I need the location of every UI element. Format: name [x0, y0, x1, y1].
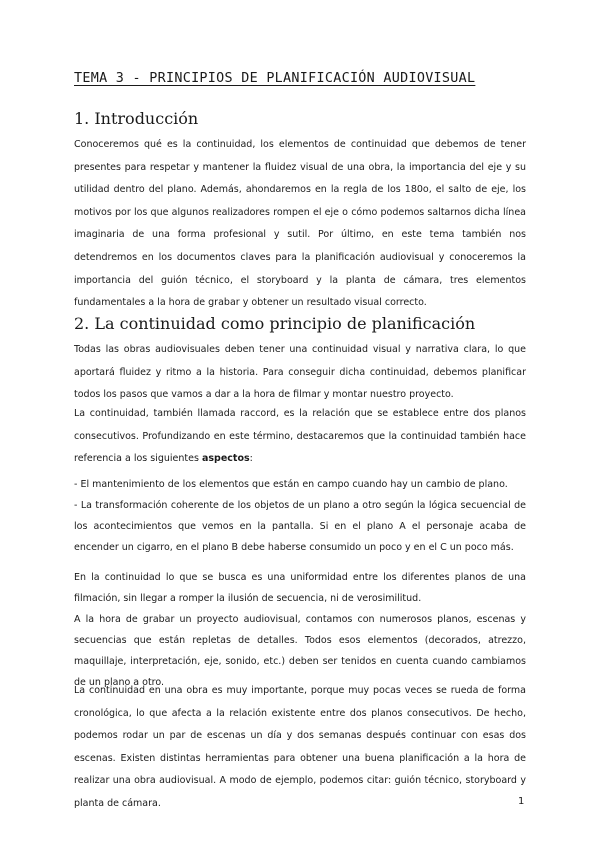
section-heading-introduccion: 1. Introducción — [74, 109, 199, 128]
paragraph-raccord — [74, 403, 526, 471]
list-item-mantenimiento: - El mantenimiento de los elementos que están en campo cuando hay un cambio de plano. — [74, 479, 508, 490]
page-number: 1 — [518, 796, 525, 807]
paragraph-cronologia: La continuidad en una obra es muy importante, porque muy pocas veces se rueda de forma cronológica, lo que afecta a la relación existente entre dos planos consecutivos. De hecho, podemos rodar un par de escenas un día y dos semanas después continuar con esas dos escenas. Existen distintas herramientas para obtener una buena planificación a la hora de realizar una obra audiovisual. A modo de ejemplo, podemos citar: guión técnico, storyboard y planta de cámara. — [74, 685, 526, 809]
paragraph-introduccion: Conoceremos qué es la continuidad, los elementos de continuidad que debemos de tener presentes para respetar y mantener la fluidez visual de una obra, la importancia del eje y su utilidad dentro del plano. Además, ahondaremos en la regla de los 180o, el salto de eje, los motivos por los que algunos realizadores rompen el eje o cómo podemos saltarnos dicha línea imaginaria de una forma profesional y sutil. Por último, en este tema también nos detendremos en los documentos claves para la planificación audiovisual y conoceremos la importancia del guión técnico, el storyboard y la planta de cámara, tres elementos fundamentales a la hora de grabar y obtener un resultado visual correcto. — [74, 139, 526, 309]
paragraph-raccord-text: La continuidad, también llamada raccord, es la relación que se establece entre dos planos consecutivos. Profundizando en este término, destacaremos que la continuidad también hace referencia a los siguientes — [74, 408, 526, 465]
paragraph-grabar-proyecto: A la hora de grabar un proyecto audiovisual, contamos con numerosos planos, escenas y secuencias que están repletas de detalles. Todos esos elementos (decorados, atrezzo, maquillaje, interpretación, eje, sonido, etc.) deben ser tenidos en cuenta cuando cambiamos de un plano a otro. — [74, 614, 526, 688]
paragraph-continuidad-intro: Todas las obras audiovisuales deben tener una continuidad visual y narrativa clara, lo que aportará fluidez y ritmo a la historia. Para conseguir dicha continuidad, debemos planificar todos los pasos que vamos a dar a la hora de filmar y montar nuestro proyecto. — [74, 344, 526, 401]
aspectos-colon: : — [249, 453, 253, 465]
paragraph-uniformidad: En la continuidad lo que se busca es una uniformidad entre los diferentes planos de una filmación, sin llegar a romper la ilusión de secuencia, ni de verosimilitud. — [74, 572, 526, 604]
aspectos-bold-term: aspectos — [201, 453, 250, 465]
document-title: TEMA 3 - PRINCIPIOS DE PLANIFICACIÓN AUDIOVISUAL — [74, 71, 476, 86]
section-heading-continuidad: 2. La continuidad como principio de planificación — [74, 314, 476, 333]
list-item-transformacion: - La transformación coherente de los objetos de un plano a otro según la lógica secuencial de los acontecimientos que vemos en la pantalla. Si en el plano A el personaje acaba de encender un cigarro, en el plano B debe haberse consumido un poco y en el C un poco más. — [74, 500, 526, 553]
